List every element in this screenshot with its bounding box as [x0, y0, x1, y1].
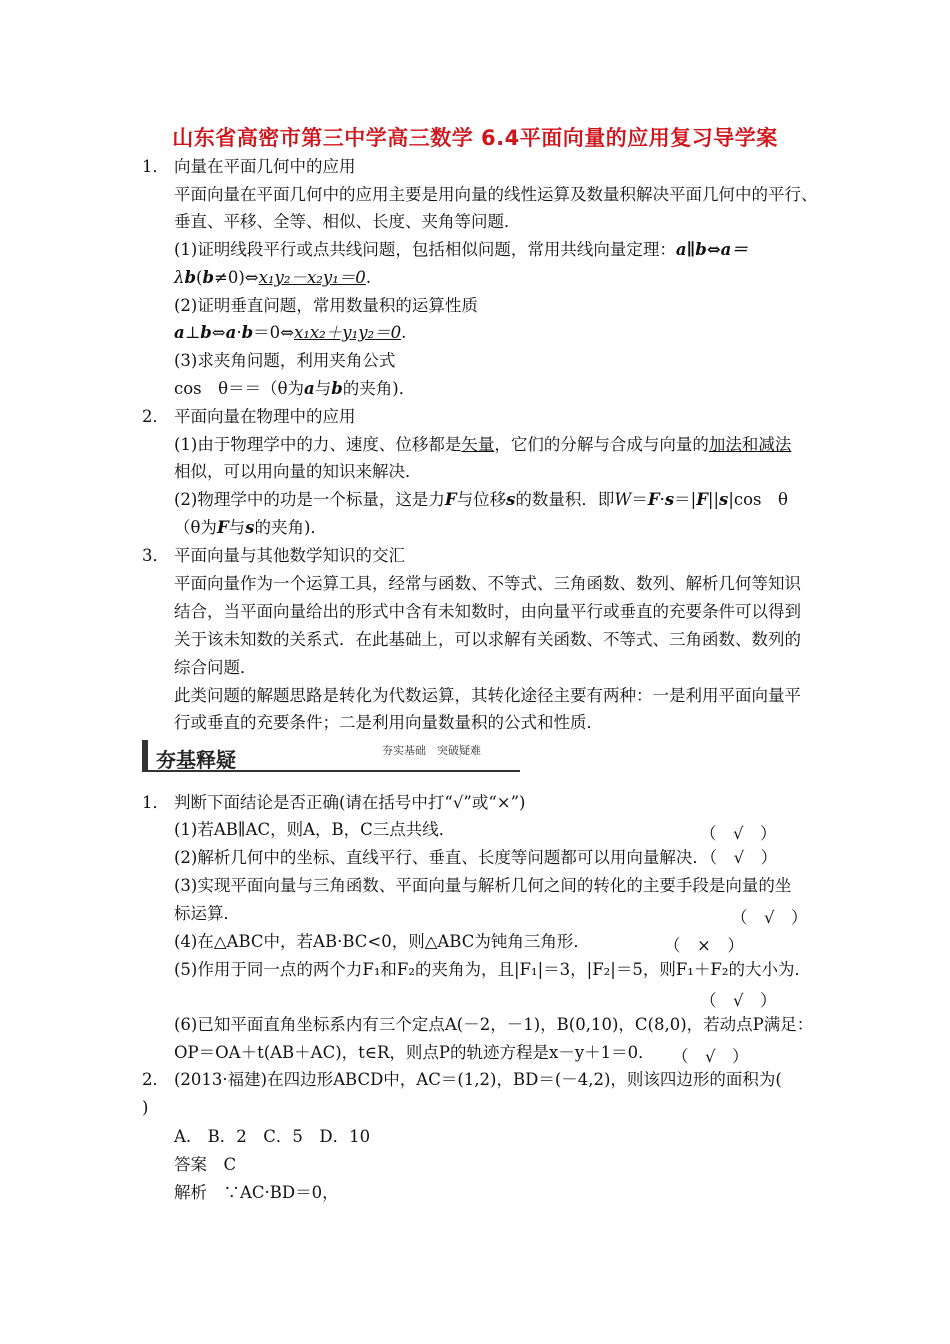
question-2-heading: (2013·福建)在四边形ABCD中，AC＝(1,2)，BD＝(－4,2)，则该四边形的面积为(	[174, 1070, 782, 1089]
text: 与	[314, 379, 332, 398]
question-1-heading: 判断下面结论是否正确(请在括号中打“√”或“×”)	[174, 793, 526, 812]
judgement-2: (2)解析几何中的坐标、直线平行、垂直、长度等问题都可以用向量解决．（ √ ）	[174, 848, 778, 867]
physics-line-4	[174, 518, 327, 538]
paragraph: 垂直、平移、全等、相似、长度、夹角等问题．	[174, 212, 521, 231]
item-2-line-1: (2)证明垂直问题，常用数量积的运算性质	[174, 296, 478, 315]
underlined-term: 矢量	[461, 435, 495, 454]
judgement-1: (1)若AB∥AC，则A，B，C三点共线．	[174, 820, 456, 839]
text: ＝	[631, 490, 648, 509]
vector-b: b	[184, 268, 197, 287]
text: .	[365, 268, 372, 287]
judgement-5: (5)作用于同一点的两个力F₁和F₂的夹角为，且|F₁|＝3，|F₂|＝5，则F₁＋F₂的大小为．	[174, 960, 811, 979]
item-3-line-1: (3)求夹角问题，利用夹角公式	[174, 351, 396, 370]
vector-F: F	[216, 518, 229, 537]
text: ⊥	[184, 323, 201, 342]
text: ⇔	[211, 323, 226, 342]
text: (1)证明线段平行或点共线问题，包括相似问题，常用共线向量定理：	[174, 240, 676, 259]
item-2-line-2	[174, 323, 406, 343]
text: 与位移	[456, 490, 507, 509]
judgement-3-line-1: (3)实现平面向量与三角函数、平面向量与解析几何之间的转化的主要手段是向量的坐	[174, 876, 792, 895]
judgement-3-line-2: 标运算．	[174, 904, 240, 923]
item-3-line-2	[174, 379, 415, 399]
text: 与	[228, 518, 246, 537]
physics-line-3	[174, 490, 788, 510]
question-2-options: A. B．2 C．5 D．10	[174, 1127, 371, 1146]
vector-b: b	[202, 268, 214, 287]
text: 的夹角)．	[342, 379, 416, 398]
vector-a: a	[304, 379, 315, 398]
banner-heading: 夯基释疑	[156, 748, 236, 772]
text: ，它们的分解与合成与向量的	[494, 435, 709, 454]
text: ＝|	[674, 490, 697, 509]
text: ＝0⇔	[253, 323, 294, 342]
section-3-number: 3．	[142, 546, 169, 565]
judgement-1-mark: （ √ ）	[700, 824, 777, 843]
document-title: 山东省高密市第三中学高三数学 6.4平面向量的应用复习导学案	[172, 126, 778, 150]
question-2-close: )	[142, 1098, 149, 1117]
var-W: W	[614, 490, 632, 509]
paragraph: 结合，当平面向量给出的形式中含有未知数时，由向量平行或垂直的充要条件可以得到	[174, 602, 801, 621]
judgement-4-mark: （ × ）	[664, 936, 744, 955]
question-1-number: 1．	[142, 793, 169, 812]
paragraph: 平面向量作为一个运算工具，经常与函数、不等式、三角函数、数列、解析几何等知识	[174, 574, 801, 593]
vector-b: b	[200, 323, 212, 342]
vector-F: F	[647, 490, 660, 509]
vector-a: a	[225, 323, 237, 342]
paragraph: 平面向量在平面几何中的应用主要是用向量的线性运算及数量积解决平面几何中的平行、	[174, 185, 818, 204]
vector-s: s	[506, 490, 516, 509]
vector-F: F	[696, 490, 708, 509]
banner-bar	[142, 740, 148, 770]
text: （θ为	[174, 518, 217, 537]
item-1-line-2	[174, 268, 371, 288]
judgement-6-mark: （ √ ）	[672, 1047, 749, 1066]
underlined-formula: x₁y₂－x₂y₁＝0	[258, 268, 366, 287]
vector-F: F	[444, 490, 457, 509]
vector-s: s	[664, 490, 675, 509]
text: 的夹角)．	[254, 518, 327, 537]
text: (2)物理学中的功是一个标量，这是力	[174, 490, 445, 509]
text: 的数量积．即	[515, 490, 615, 509]
text: (	[196, 268, 203, 287]
text: ||	[707, 490, 720, 509]
section-banner	[142, 740, 520, 772]
text: ·	[659, 490, 665, 509]
vector-s: s	[245, 518, 255, 537]
paragraph: 综合问题．	[174, 658, 257, 677]
vector-b: b	[241, 323, 254, 342]
paragraph: 此类问题的解题思路是转化为代数运算，其转化途径主要有两种：一是利用平面向量平	[174, 686, 801, 705]
section-2-number: 2．	[142, 407, 169, 426]
question-2-answer: 答案 C	[174, 1155, 237, 1174]
section-2-heading: 平面向量在物理中的应用	[174, 407, 356, 426]
question-2-number: 2．	[142, 1070, 169, 1089]
physics-line-2: 相似，可以用向量的知识来解决．	[174, 462, 422, 481]
text: |cos θ	[728, 490, 788, 509]
text: ·	[236, 323, 242, 342]
item-1-line-1	[174, 240, 748, 260]
lambda: λ	[174, 268, 185, 287]
text: cos θ＝＝（θ为	[174, 379, 305, 398]
judgement-5-mark: （ √ ）	[700, 991, 777, 1010]
paragraph: 关于该未知数的关系式．在此基础上，可以求解有关函数、不等式、三角函数、数列的	[174, 630, 801, 649]
physics-line-1	[174, 435, 791, 455]
text: (1)由于物理学中的力、速度、位移都是	[174, 435, 462, 454]
judgement-6-line-2: OP＝OA＋t(AB＋AC)，t∈R，则点P的轨迹方程是x－y＋1＝0．	[174, 1043, 655, 1062]
underlined-term: 加法和减法	[708, 435, 792, 454]
formula: a∥b⇔a＝	[675, 240, 748, 259]
vector-a: a	[174, 323, 185, 342]
section-1-heading: 向量在平面几何中的应用	[174, 157, 356, 176]
vector-b: b	[331, 379, 343, 398]
vector-s: s	[719, 490, 729, 509]
section-3-heading: 平面向量与其他数学知识的交汇	[174, 546, 405, 565]
paragraph: 行或垂直的充要条件；二是利用向量数量积的公式和性质．	[174, 713, 603, 732]
judgement-3-mark: （ √ ）	[731, 908, 808, 927]
banner-subheading: 夯实基础 突破疑难	[382, 744, 481, 757]
section-1-number: 1．	[142, 157, 169, 176]
underlined-formula: x₁x₂＋y₁y₂＝0	[293, 323, 402, 342]
text: .	[401, 323, 407, 342]
question-2-analysis: 解析 ∵AC·BD＝0，	[174, 1183, 339, 1202]
text: ≠0)⇔	[214, 268, 259, 287]
judgement-6-line-1: (6)已知平面直角坐标系内有三个定点A(－2，－1)，B(0,10)，C(8,0)，若动点P满足：	[174, 1015, 814, 1034]
judgement-4: (4)在△ABC中，若AB·BC<0，则△ABC为钝角三角形．	[174, 932, 590, 951]
